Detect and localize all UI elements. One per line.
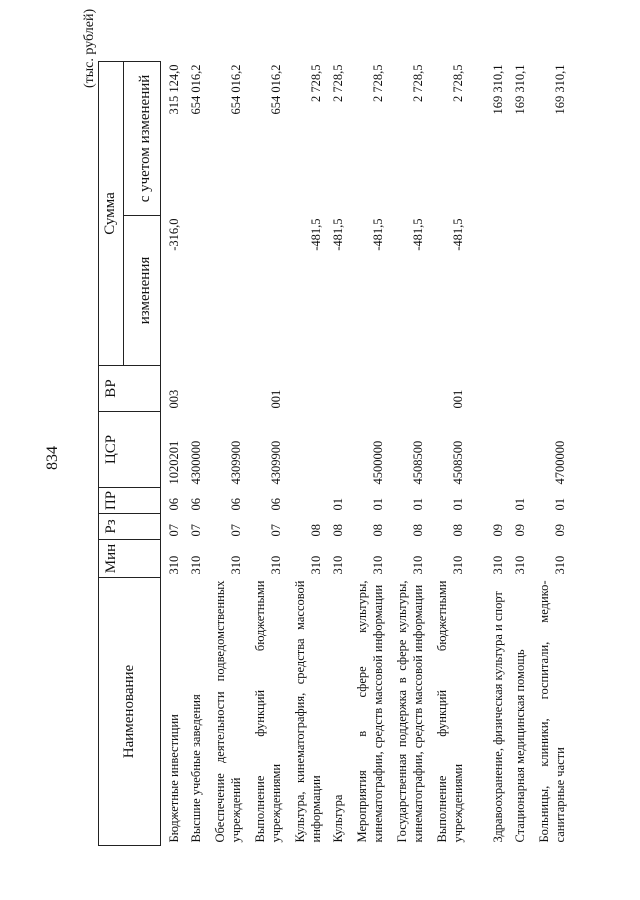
row-min: 310 — [268, 555, 283, 575]
row-change — [507, 216, 529, 366]
row-rz: 07 — [228, 524, 243, 537]
units-note: (тыс. рублей) — [82, 8, 97, 88]
row-rz: 08 — [410, 524, 425, 537]
table-row — [427, 61, 467, 845]
row-pr: 01 — [450, 498, 465, 511]
row-pr — [467, 488, 507, 514]
row-change: -481,5 — [330, 218, 345, 251]
row-vr: 001 — [268, 389, 283, 409]
header-csr: ЦСР — [99, 412, 124, 488]
budget-table — [98, 61, 569, 846]
row-csr: 4300000 — [188, 440, 203, 485]
row-vr: 003 — [166, 389, 181, 409]
header-pr: ПР — [99, 488, 124, 514]
row-name: Государственная поддержка в сфере культуры, кинематографии, средств массовой информации — [395, 580, 425, 843]
header-name: Наименование — [99, 578, 161, 846]
row-total: 2 728,5 — [370, 64, 385, 102]
row-name: Выполнение функций бюджетными учреждениями — [253, 580, 283, 843]
row-min: 310 — [370, 555, 385, 575]
row-pr: 06 — [228, 498, 243, 511]
row-change: -481,5 — [370, 218, 385, 251]
row-change: -316,0 — [166, 218, 181, 251]
row-csr: 1020201 — [166, 440, 181, 485]
row-csr: 4508500 — [450, 440, 465, 485]
row-vr — [529, 366, 569, 412]
row-vr — [507, 366, 529, 412]
row-change: -481,5 — [410, 218, 425, 251]
row-total: 169 310,1 — [552, 64, 567, 115]
row-change: -481,5 — [450, 218, 465, 251]
table-row — [387, 61, 427, 845]
row-total: 654 016,2 — [268, 64, 283, 115]
row-change: -481,5 — [308, 218, 323, 251]
table-row — [245, 61, 285, 845]
row-rz: 07 — [268, 524, 283, 537]
header-with-change: с учетом изменений — [124, 61, 161, 215]
row-min: 310 — [228, 555, 243, 575]
table-row — [183, 61, 205, 845]
row-change — [183, 216, 205, 366]
page-number: 834 — [44, 446, 61, 470]
row-rz: 08 — [330, 524, 345, 537]
row-csr — [507, 412, 529, 488]
row-min: 310 — [308, 555, 323, 575]
row-rz: 08 — [450, 524, 465, 537]
row-rz: 09 — [512, 524, 527, 537]
row-total: 2 728,5 — [308, 64, 323, 102]
row-rz: 09 — [552, 524, 567, 537]
row-total: 169 310,1 — [512, 64, 527, 115]
table-row — [325, 61, 347, 845]
row-min: 310 — [330, 555, 345, 575]
row-total: 654 016,2 — [188, 64, 203, 115]
header-sum: Сумма — [99, 61, 124, 365]
row-csr: 4309900 — [268, 440, 283, 485]
row-name: Культура — [330, 794, 345, 843]
row-min: 310 — [552, 555, 567, 575]
header-min: Мин — [99, 540, 124, 578]
row-name: Здравоохранение, физическая культура и спорт — [490, 591, 505, 843]
row-name: Культура, кинематография, средства массовой информации — [293, 580, 323, 843]
row-csr — [467, 412, 507, 488]
row-pr: 01 — [410, 498, 425, 511]
table-row — [205, 61, 245, 845]
table-row — [529, 61, 569, 845]
row-min: 310 — [410, 555, 425, 575]
row-name: Больницы, клиники, госпитали, медико-санитарные части — [537, 580, 567, 843]
row-total: 315 124,0 — [166, 64, 181, 115]
row-rz: 09 — [490, 524, 505, 537]
row-name: Обеспечение деятельности подведомственных учреждений — [213, 580, 243, 843]
row-name: Выполнение функций бюджетными учреждениями — [435, 580, 465, 843]
row-csr — [325, 412, 347, 488]
row-rz: 07 — [188, 524, 203, 537]
row-vr — [387, 366, 427, 412]
row-csr: 4500000 — [370, 440, 385, 485]
row-pr: 06 — [188, 498, 203, 511]
row-change — [205, 216, 245, 366]
row-csr: 4309900 — [228, 440, 243, 485]
row-pr: 01 — [330, 498, 345, 511]
row-min: 310 — [166, 555, 181, 575]
row-vr — [347, 366, 387, 412]
row-change — [467, 216, 507, 366]
row-vr — [285, 366, 325, 412]
header-vr: ВР — [99, 366, 124, 412]
row-name: Стационарная медицинская помощь — [512, 649, 527, 843]
row-vr — [325, 366, 347, 412]
row-vr — [183, 366, 205, 412]
row-csr — [285, 412, 325, 488]
row-vr — [467, 366, 507, 412]
row-pr: 01 — [552, 498, 567, 511]
header-rz: Рз — [99, 514, 124, 540]
row-csr: 4700000 — [552, 440, 567, 485]
row-pr: 06 — [166, 498, 181, 511]
row-min: 310 — [188, 555, 203, 575]
row-change — [245, 216, 285, 366]
table-row — [507, 61, 529, 845]
row-pr: 01 — [370, 498, 385, 511]
row-name: Высшие учебные заведения — [188, 694, 203, 843]
row-csr: 4508500 — [410, 440, 425, 485]
table-row — [467, 61, 507, 845]
row-total: 169 310,1 — [490, 64, 505, 115]
row-min: 310 — [450, 555, 465, 575]
row-name: Бюджетные инвестиции — [166, 714, 181, 843]
row-total: 2 728,5 — [330, 64, 345, 102]
row-rz: 08 — [308, 524, 323, 537]
table-row — [161, 61, 183, 845]
header-change: изменения — [124, 216, 161, 366]
row-vr — [205, 366, 245, 412]
row-change — [529, 216, 569, 366]
row-pr: 01 — [512, 498, 527, 511]
row-pr: 06 — [268, 498, 283, 511]
row-vr: 001 — [450, 389, 465, 409]
row-rz: 08 — [370, 524, 385, 537]
row-min: 310 — [512, 555, 527, 575]
table-row — [285, 61, 325, 845]
row-name: Мероприятия в сфере культуры, кинематографии, средств массовой информации — [355, 580, 385, 843]
row-total: 2 728,5 — [450, 64, 465, 102]
row-total: 2 728,5 — [410, 64, 425, 102]
row-total: 654 016,2 — [228, 64, 243, 115]
row-rz: 07 — [166, 524, 181, 537]
row-min: 310 — [490, 555, 505, 575]
row-pr — [285, 488, 325, 514]
table-row — [347, 61, 387, 845]
